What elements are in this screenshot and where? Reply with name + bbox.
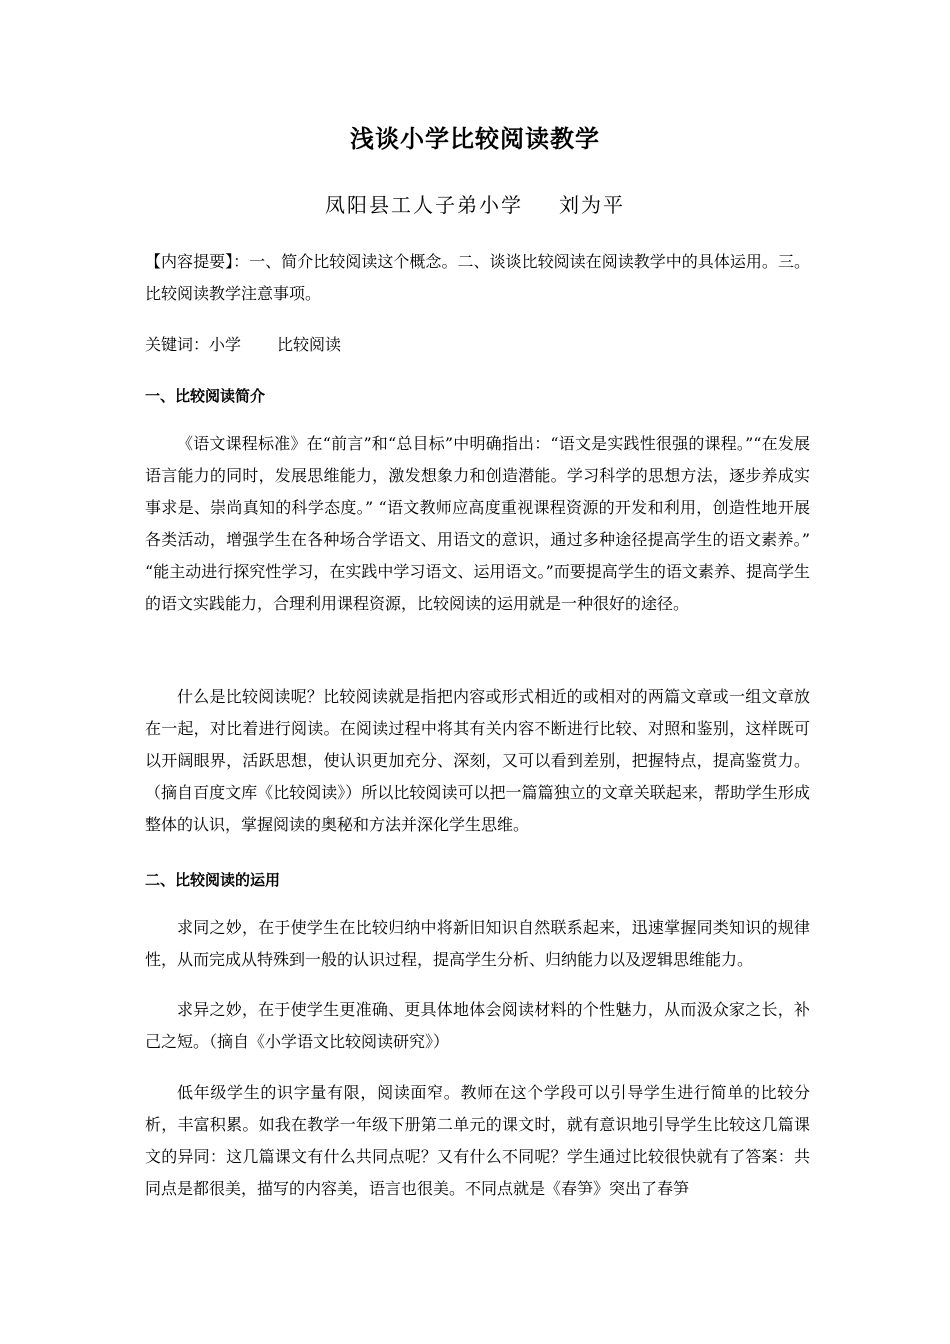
section-heading: 二、比较阅读的运用	[145, 871, 281, 889]
keywords	[145, 329, 810, 361]
document-title: 浅谈小学比较阅读教学	[350, 125, 600, 153]
abstract	[145, 246, 810, 310]
abstract-label: 【内容提要】：	[145, 252, 250, 271]
author-name: 刘为平	[559, 193, 625, 217]
keyword: 小学	[209, 335, 242, 354]
section-heading: 一、比较阅读简介	[145, 387, 266, 405]
keywords-label: 关键词：	[145, 335, 210, 354]
abstract-text: 一、简介比较阅读这个概念。二、谈谈比较阅读在阅读教学中的具体运用。三。比较阅读教学注意事项。	[145, 252, 810, 303]
paragraph: 低年级学生的识字量有限，阅读面窄。教师在这个学段可以引导学生进行简单的比较分析，丰富积累。如我在教学一年级下册第二单元的课文时，就有意识地引导学生比较这几篇课文的异同：这几篇课文有什么共同点呢？又有什么不同呢？学生通过比较很快就有了答案：共同点是都很美，描写的内容美，语言也很美。不同点就是《春笋》突出了春笋	[145, 1083, 810, 1198]
author-school: 凤阳县工人子弟小学	[325, 193, 523, 217]
paragraph: 什么是比较阅读呢？比较阅读就是指把内容或形式相近的或相对的两篇文章或一组文章放在一起，对比着进行阅读。在阅读过程中将其有关内容不断进行比较、对照和鉴别，这样既可以开阔眼界，活跃思想，使认识更加充分、深刻，又可以看到差别，把握特点，提高鉴赏力。（摘自百度文库《比较阅读》）所以比较阅读可以把一篇篇独立的文章关联起来，帮助学生形成整体的认识，掌握阅读的奥秘和方法并深化学生思维。	[145, 687, 810, 834]
paragraph: 求异之妙，在于使学生更准确、更具体地体会阅读材料的个性魅力，从而汲众家之长，补己之短。（摘自《小学语文比较阅读研究》）	[145, 1000, 810, 1051]
paragraph: 《语文课程标准》在“前言”和“总目标”中明确指出：“语文是实践性很强的课程。”“在发展语言能力的同时，发展思维能力，激发想象力和创造潜能。学习科学的思想方法，逐步养成实事求是、崇尚真知的科学态度。” “语文教师应高度重视课程资源的开发和利用，创造性地开展各类活动，增强学生在各种场合学语文、用语文的意识，通过多种途径提高学生的语文素养。” “能主动进行探究性学习，在实践中学习语文、运用语文。”而要提高学生的语文素养、提高学生的语文实践能力，合理利用课程资源，比较阅读的运用就是一种很好的途径。	[145, 434, 810, 613]
keyword: 比较阅读	[277, 335, 342, 354]
author-line	[0, 190, 950, 220]
paragraph: 求同之妙，在于使学生在比较归纳中将新旧知识自然联系起来，迅速掌握同类知识的规律性，从而完成从特殊到一般的认识过程，提高学生分析、归纳能力以及逻辑思维能力。	[145, 918, 810, 969]
